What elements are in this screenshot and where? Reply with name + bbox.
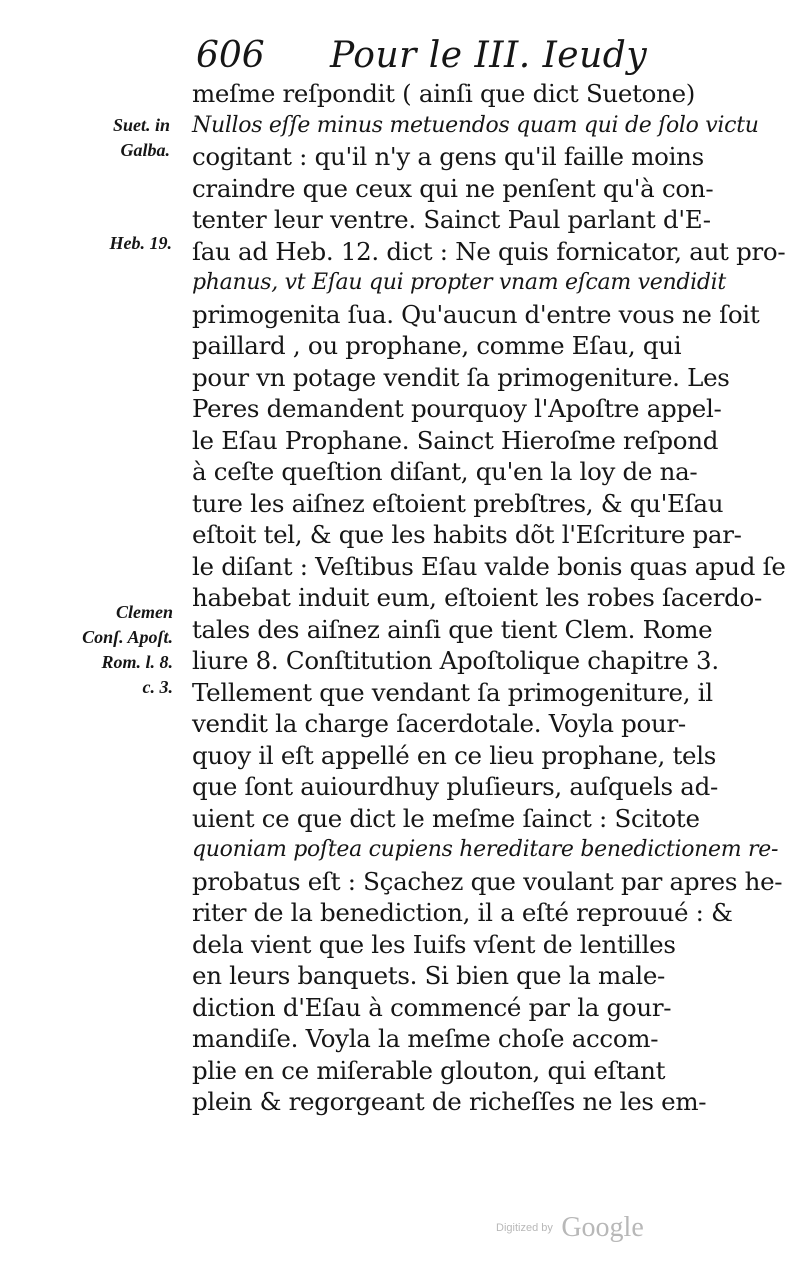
margin-note-line: Clemen <box>116 602 173 622</box>
text-line: craindre que ceux qui ne penſent qu'à con- <box>192 173 714 203</box>
margin-note-line: c. 3. <box>142 677 173 697</box>
text-line: le Eſau Prophane. Sainct Hieroſme reſpond <box>192 425 719 455</box>
page-number: 606 <box>196 35 265 76</box>
text-line: plein & regorgeant de richeſſes ne les em- <box>192 1087 707 1116</box>
text-line: ſau ad Heb. 12. dict : Ne quis fornicator, aut pro- <box>192 236 786 266</box>
text-line: meſme reſpondit ( ainſi que dict Suetone) <box>192 79 696 108</box>
text-line: riter de la benediction, il a eſté reprouué : & <box>192 898 733 927</box>
text-line: eſtoit tel, & que les habits dõt l'Eſcriture par- <box>192 520 742 549</box>
margin-note-line: Rom. l. 8. <box>101 652 173 672</box>
text-line: quoniam poſtea cupiens hereditare benedictionem re- <box>192 837 779 862</box>
text-line: habebat induit eum, eſtoient les robes ſacerdo- <box>192 583 762 612</box>
text-line: plie en ce miſerable glouton, qui eſtant <box>192 1055 666 1085</box>
digitization-watermark <box>496 1212 644 1244</box>
text-line: Nullos eſſe minus metuendos quam qui de ſolo victu <box>192 112 759 138</box>
text-line: ture les aiſnez eſtoient prebſtres, & qu'Eſau <box>192 488 724 518</box>
text-line: Tellement que vendant ſa primogeniture, il <box>192 677 713 707</box>
text-line: dela vient que les Iuifs vſent de lentilles <box>192 929 676 959</box>
text-line: phanus, vt Eſau qui propter vnam eſcam vendidit <box>192 270 726 295</box>
text-line: à ceſte queſtion diſant, qu'en la loy de na- <box>192 457 698 486</box>
margin-note-line: Suet. in <box>112 115 170 135</box>
margin-note-hebrews <box>60 231 172 256</box>
page-header <box>196 30 696 82</box>
text-line: tenter leur ventre. Sainct Paul parlant d'E- <box>192 205 711 234</box>
text-line: primogenita ſua. Qu'aucun d'entre vous ne ſoit <box>192 299 760 329</box>
text-line: tales des aiſnez ainſi que tient Clem. Rome <box>192 614 713 644</box>
running-head: Pour le III. Ieudy <box>330 35 648 76</box>
text-line: que ſont auiourdhuy pluſieurs, auſquels ad- <box>192 772 718 801</box>
body-text <box>192 78 786 1118</box>
text-line: paillard , ou prophane, comme Eſau, qui <box>192 331 682 360</box>
margin-note-line: Galba. <box>120 140 170 160</box>
margin-note-line: Heb. 19. <box>109 233 172 253</box>
text-line: en leurs banquets. Si bien que la male- <box>192 961 666 990</box>
text-line: cogitant : qu'il n'y a gens qu'il faille moins <box>192 142 704 171</box>
text-line: quoy il eſt appellé en ce lieu prophane, tels <box>192 740 717 770</box>
text-line: Peres demandent pourquoy l'Apoſtre appel- <box>192 394 722 423</box>
margin-note-line: Conſ. Apoſt. <box>82 627 173 647</box>
margin-note-suetonius <box>60 113 170 163</box>
text-line: uient ce que dict le meſme ſainct : Scitote <box>192 803 700 833</box>
text-line: pour vn potage vendit ſa primogeniture. Les <box>192 362 730 392</box>
text-line: diction d'Eſau à commencé par la gour- <box>192 992 672 1022</box>
text-line: vendit la charge ſacerdotale. Voyla pour- <box>192 709 686 738</box>
google-logo: Google <box>561 1212 644 1243</box>
text-line: probatus eſt : Sçachez que voulant par apres he- <box>192 866 783 896</box>
text-line: le diſant : Veſtibus Eſau valde bonis quas apud ſe <box>192 551 786 581</box>
watermark-prefix: Digitized by <box>496 1222 553 1234</box>
text-line: mandiſe. Voyla la meſme choſe accom- <box>192 1024 659 1053</box>
margin-note-clement <box>55 600 173 700</box>
text-line: liure 8. Conſtitution Apoſtolique chapitre 3. <box>192 646 719 675</box>
